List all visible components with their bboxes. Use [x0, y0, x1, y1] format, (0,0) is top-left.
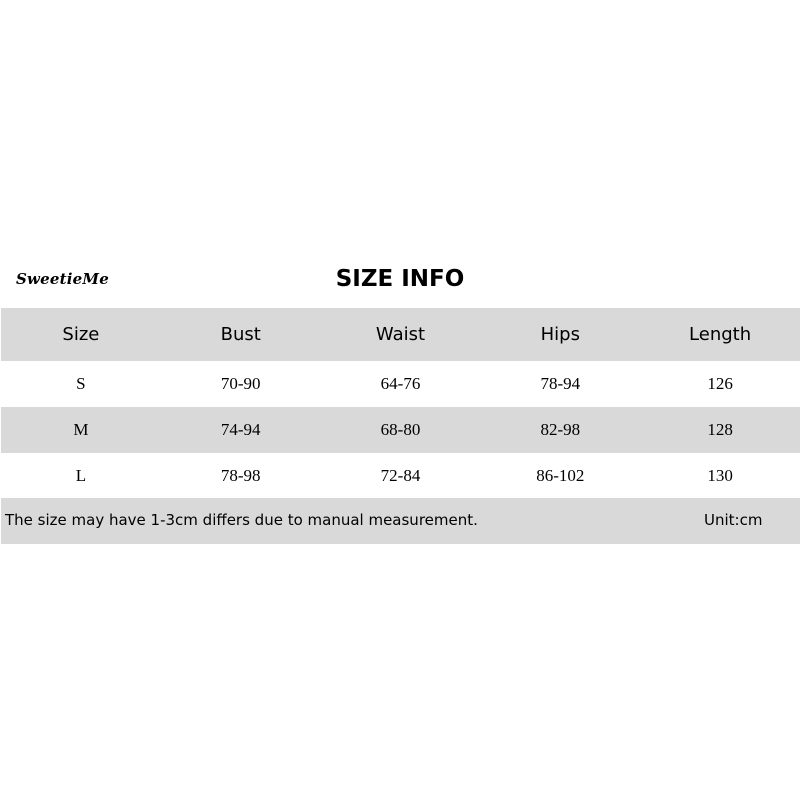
- header-bust: Bust: [220, 324, 261, 345]
- header-size: Size: [62, 324, 100, 345]
- size-table: [1, 308, 800, 499]
- cell-waist: 68-80: [380, 420, 421, 439]
- measurement-note: The size may have 1-3cm differs due to manual measurement.: [5, 511, 478, 529]
- header-waist: Waist: [375, 324, 426, 345]
- cell-bust: 70-90: [220, 374, 261, 393]
- cell-size: L: [75, 466, 87, 485]
- cell-hips: 82-98: [540, 420, 581, 439]
- cell-hips: 86-102: [536, 466, 585, 485]
- page-title: SIZE INFO: [335, 266, 465, 292]
- cell-waist: 64-76: [380, 374, 421, 393]
- cell-length: 130: [707, 466, 733, 485]
- table-header-row: [1, 308, 800, 361]
- cell-size: S: [76, 374, 86, 393]
- cell-bust: 74-94: [220, 420, 261, 439]
- header-length: Length: [689, 324, 752, 345]
- unit-label: Unit:cm: [704, 511, 763, 529]
- cell-length: 126: [707, 374, 733, 393]
- cell-size: M: [73, 420, 89, 439]
- cell-bust: 78-98: [220, 466, 261, 485]
- cell-hips: 78-94: [540, 374, 581, 393]
- table-row: [1, 453, 800, 499]
- footnote-bar: [1, 498, 800, 544]
- cell-length: 128: [707, 420, 733, 439]
- brand-logo: SweetieMe: [16, 270, 109, 288]
- table-row: [1, 407, 800, 453]
- table-row: [1, 361, 800, 407]
- header-hips: Hips: [540, 324, 580, 345]
- cell-waist: 72-84: [380, 466, 421, 485]
